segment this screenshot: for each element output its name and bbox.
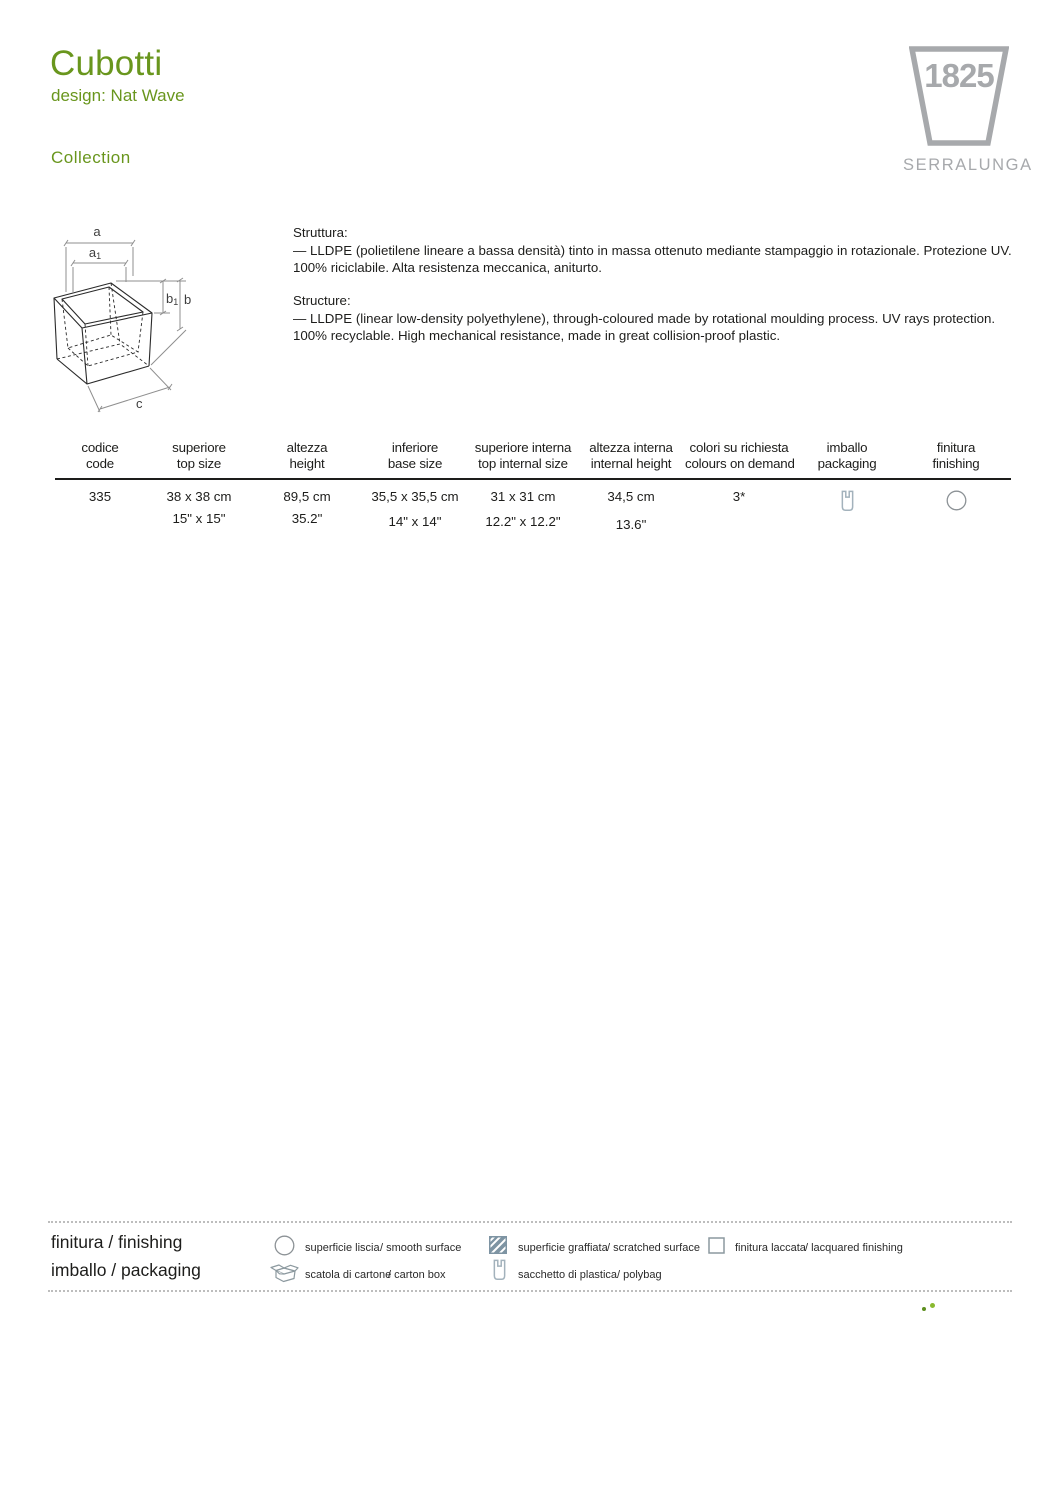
cell-packaging <box>793 489 901 532</box>
cell-height: 89,5 cm 35.2" <box>283 489 331 526</box>
structure-text-en: — LLDPE (linear low-density polyethylene), through-coloured made by rotational moulding process. UV rays protection. 100% recyclable. High mechanical resistance, made in great collision-proof plastic. <box>293 310 996 343</box>
spec-table-header <box>55 440 1011 472</box>
col-header-packaging: imballo packaging <box>817 440 877 471</box>
legend-smooth-surface-it: superficie liscia <box>305 1242 380 1254</box>
logo-brand: SERRALUNGA <box>903 156 1033 174</box>
cell-top-internal-size: 31 x 31 cm 12.2" x 12.2" <box>485 489 561 529</box>
table-row <box>55 480 1011 532</box>
legend-carton-box-en: / carton box <box>388 1269 446 1281</box>
legend-polybag-en: / polybag <box>617 1269 662 1281</box>
planter-dimension-diagram <box>42 216 257 426</box>
dim-label-a: a <box>93 224 101 239</box>
legend-finishing-label: finitura / finishing <box>51 1232 183 1252</box>
dim-label-b: b <box>184 292 192 307</box>
legend-polybag-it: sacchetto di plastica <box>518 1269 618 1281</box>
cell-internal-height: 34,5 cm 13.6" <box>607 489 655 532</box>
green-dot-small <box>922 1307 926 1311</box>
scratched-surface-icon <box>489 1236 507 1254</box>
dim-label-c: c <box>136 396 143 411</box>
col-header-internal-height: altezza interna internal height <box>589 440 673 471</box>
footer-separator-bottom <box>48 1290 1012 1292</box>
cell-finishing <box>901 489 1011 532</box>
legend-scratched-surface-en: / scratched surface <box>607 1242 700 1254</box>
smooth-surface-icon <box>946 490 967 511</box>
cell-base-size: 35,5 x 35,5 cm 14" x 14" <box>371 489 459 529</box>
green-dot-large <box>930 1303 935 1308</box>
col-header-finishing: finitura finishing <box>932 440 980 471</box>
footer-separator-top <box>48 1221 1012 1223</box>
structure-description-it <box>293 224 1031 277</box>
spec-table <box>55 440 1011 532</box>
cell-code: 335 <box>88 489 112 504</box>
page-title: Cubotti <box>50 44 163 83</box>
lacquered-finishing-icon <box>708 1237 725 1254</box>
polybag-icon <box>492 1259 507 1281</box>
structure-description-en <box>293 292 1031 345</box>
legend-lacquered-finishing-en: / lacquared finishing <box>805 1242 903 1254</box>
dim-label-a1: a1 <box>88 245 102 261</box>
col-header-height: altezza height <box>286 440 328 471</box>
design-credit: design: Nat Wave <box>51 86 185 105</box>
legend-packaging-label: imballo / packaging <box>51 1260 201 1280</box>
dim-label-b1: b1 <box>166 291 179 307</box>
legend-smooth-surface-en: / smooth surface <box>380 1242 462 1254</box>
logo-vase-icon <box>909 46 1009 146</box>
smooth-surface-icon <box>274 1235 295 1256</box>
col-header-top-size: superiore top size <box>172 440 226 471</box>
col-header-base-size: inferiore base size <box>387 440 443 471</box>
serralunga-logo <box>903 46 1033 175</box>
polybag-icon <box>840 490 855 512</box>
structure-text-it: — LLDPE (polietilene lineare a bassa densità) tinto in massa ottenuto mediante stampaggio in rotazionale. Protezione UV. 100% riciclabile. Alta resistenza meccanica, aniturto. <box>293 242 1012 275</box>
col-header-top-internal-size: superiore interna top internal size <box>474 440 572 471</box>
legend-lacquered-finishing-it: finitura laccata <box>735 1242 806 1254</box>
carton-box-icon <box>269 1259 299 1285</box>
col-header-code: codice code <box>81 440 119 471</box>
structure-heading-en: Structure: <box>293 293 351 308</box>
structure-heading-it: Struttura: <box>293 225 348 240</box>
col-header-colours: colori su richiesta colours on demand <box>685 440 795 471</box>
collection-label: Collection <box>51 148 131 167</box>
cell-colours-on-demand: 3* <box>732 489 746 504</box>
logo-year: 1825 <box>924 57 994 94</box>
legend-scratched-surface-it: superficie graffiata <box>518 1242 608 1254</box>
legend-carton-box-it: scatola di cartone <box>305 1269 392 1281</box>
cell-top-size: 38 x 38 cm 15" x 15" <box>166 489 232 526</box>
